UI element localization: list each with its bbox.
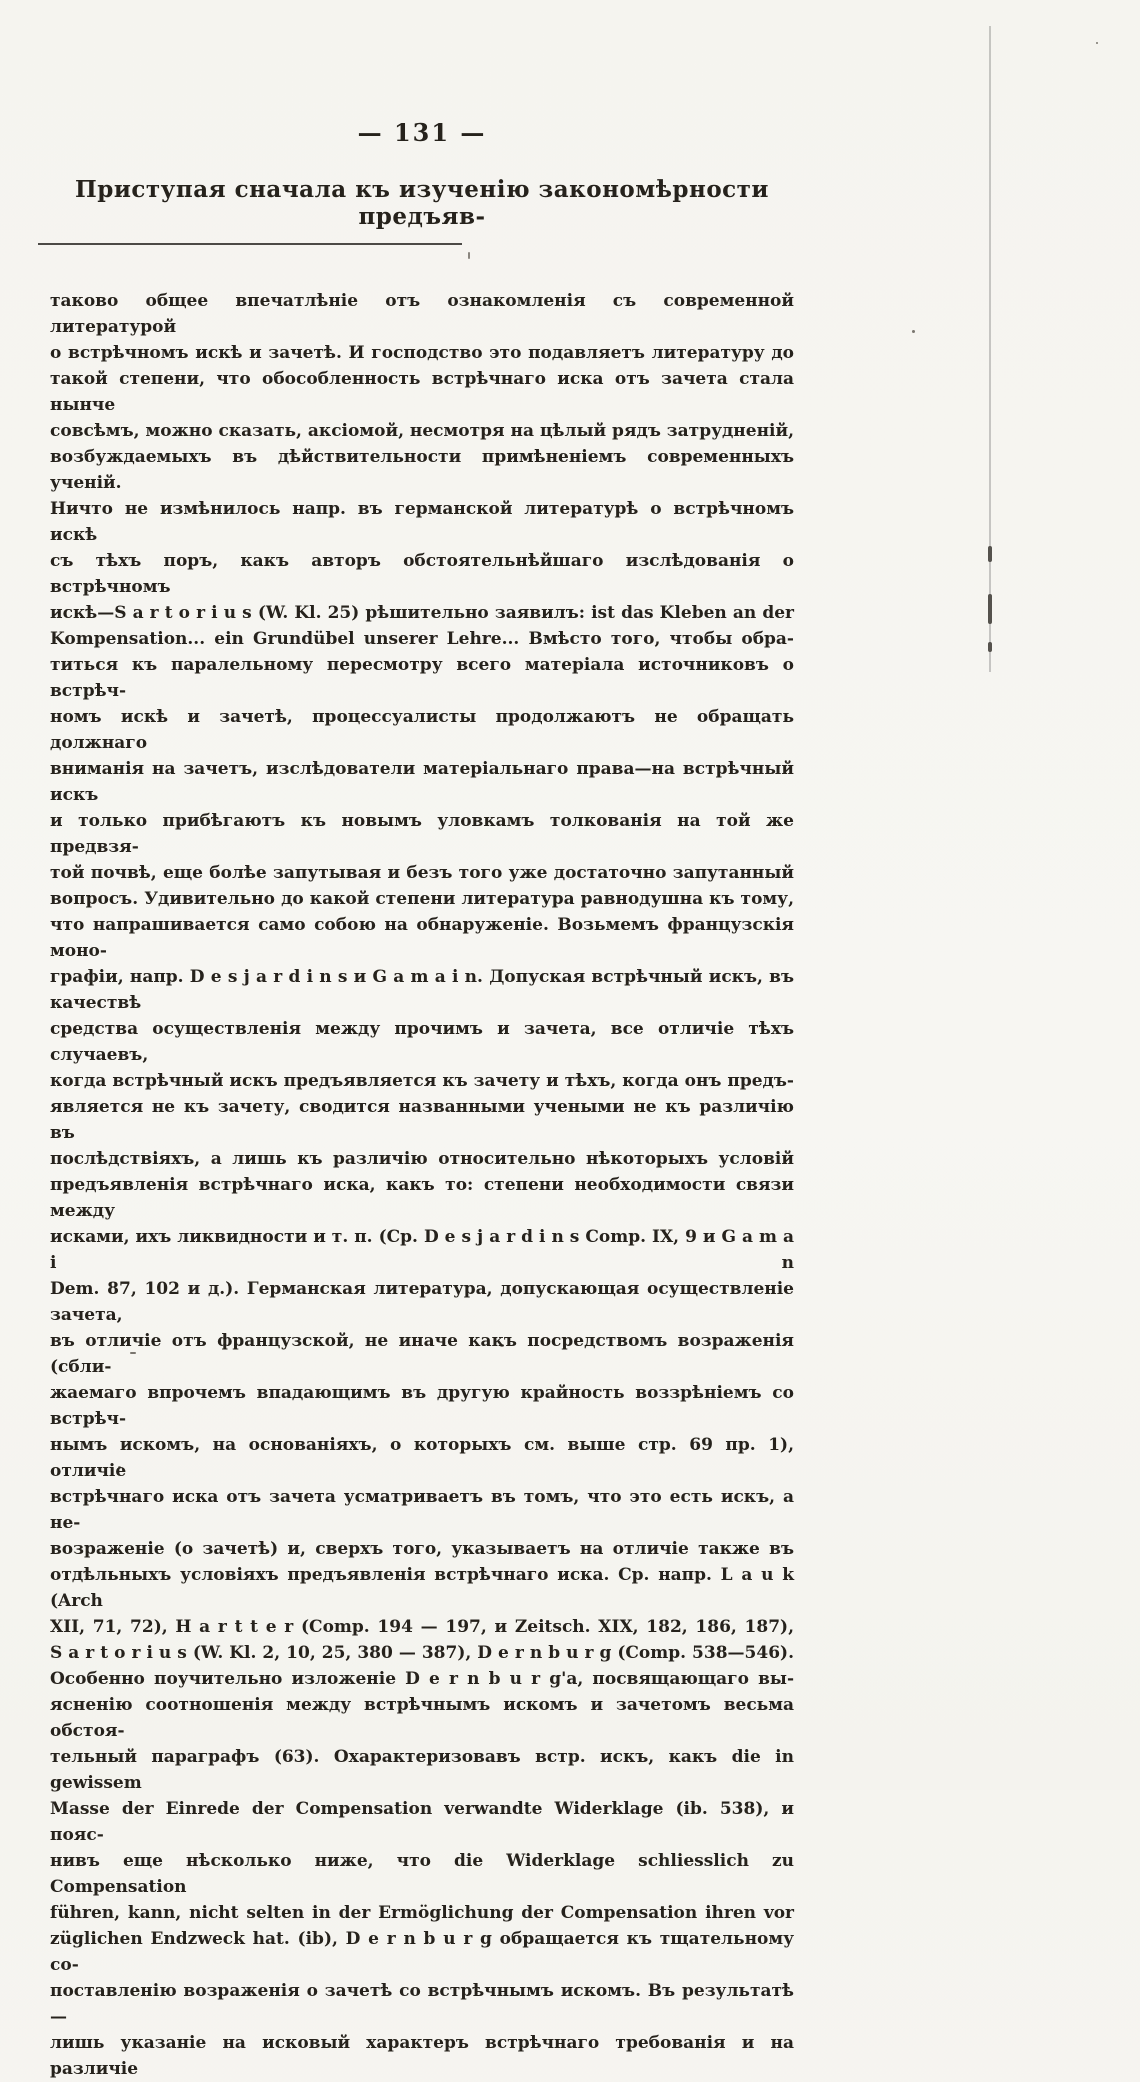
text-line: номъ искѣ и зачетѣ, процессуалисты продолжаютъ не обращать должнаго xyxy=(50,707,794,753)
text-line: Kompensation... ein Grundübel unserer Lehre... Вмѣсто того, чтобы обра- xyxy=(50,629,794,649)
text-line: послѣдствіяхъ, а лишь къ различію относительно нѣкоторыхъ условій xyxy=(50,1149,794,1169)
text-line: титься къ паралельному пересмотру всего матеріала источниковъ о встрѣч- xyxy=(50,655,794,701)
scan-artifact-dash xyxy=(988,546,992,562)
text-line: лишь указаніе на исковый характеръ встрѣчнаго требованія и на различіе xyxy=(50,2033,794,2079)
text-line: поставленію возраженія о зачетѣ со встрѣчнымъ искомъ. Въ результатѣ — xyxy=(50,1981,794,2027)
text-line: вниманія на зачетъ, изслѣдователи матеріальнаго права—на встрѣчный искъ xyxy=(50,759,794,805)
scan-artifact-dash xyxy=(988,594,992,624)
text-line: Dem. 87, 102 и д.). Германская литература, допускающая осуществленіе зачета, xyxy=(50,1279,794,1325)
scan-artifact-speck xyxy=(1096,42,1098,44)
text-line: таково общее впечатлѣніе отъ ознакомленія съ современной литературой xyxy=(50,291,794,337)
text-line: жаемаго впрочемъ впадающимъ въ другую крайность воззрѣніемъ со встрѣч- xyxy=(50,1383,794,1429)
text-line: исками, ихъ ликвидности и т. п. (Ср. D e s j a r d i n s Comp. IX, 9 и G a m a i n xyxy=(50,1227,794,1273)
text-line: возбуждаемыхъ въ дѣйствительности примѣненіемъ современныхъ ученій. xyxy=(50,447,794,493)
body-paragraph xyxy=(50,288,794,2082)
text-line: тельный параграфъ (63). Охарактеризовавъ встр. искъ, какъ die in gewissem xyxy=(50,1747,794,1793)
text-line: той почвѣ, еще болѣе запутывая и безъ того уже достаточно запутанный xyxy=(50,863,794,883)
scan-artifact-vertical-line xyxy=(989,26,991,672)
text-line: когда встрѣчный искъ предъявляется къ зачету и тѣхъ, когда онъ предъ- xyxy=(50,1071,794,1091)
text-line: совсѣмъ, можно сказать, аксіомой, несмотря на цѣлый рядъ затрудненій, xyxy=(50,421,794,441)
text-line: въ отличіе отъ французской, не иначе какъ посредствомъ возраженія (сбли- xyxy=(50,1331,794,1377)
text-line: отдѣльныхъ условіяхъ предъявленія встрѣчнаго иска. Ср. напр. L a u k (Arch xyxy=(50,1565,794,1611)
scan-artifact-speck xyxy=(468,252,470,259)
scan-artifact-dash xyxy=(988,642,992,652)
text-line: предъявленія встрѣчнаго иска, какъ то: степени необходимости связи между xyxy=(50,1175,794,1221)
text-line: встрѣчнаго иска отъ зачета усматриваетъ въ томъ, что это есть искъ, а не- xyxy=(50,1487,794,1533)
text-line: XII, 71, 72), H a r t t e r (Comp. 194 — 197, и Zeitsch. XIX, 182, 186, 187), xyxy=(50,1617,794,1637)
text-line: Ничто не измѣнилось напр. въ германской литературѣ о встрѣчномъ искѣ xyxy=(50,499,794,545)
text-line: графіи, напр. D e s j a r d i n s и G a m a i n. Допуская встрѣчный искъ, въ качествѣ xyxy=(50,967,794,1013)
text-line: и только прибѣгаютъ къ новымъ уловкамъ толкованія на той же предвзя- xyxy=(50,811,794,857)
text-line: Особенно поучительно изложеніе D e r n b u r g'а, посвящающаго вы- xyxy=(50,1669,794,1689)
text-line: является не къ зачету, сводится названными учеными не къ различію въ xyxy=(50,1097,794,1143)
text-line: средства осуществленія между прочимъ и зачета, все отличіе тѣхъ случаевъ, xyxy=(50,1019,794,1065)
heading-rule xyxy=(38,243,462,245)
text-line: S a r t o r i u s (W. Kl. 2, 10, 25, 380 — 387), D e r n b u r g (Comp. 538—546). xyxy=(50,1643,794,1663)
text-line: съ тѣхъ поръ, какъ авторъ обстоятельнѣйшаго изслѣдованія о встрѣчномъ xyxy=(50,551,794,597)
text-line: искѣ—S a r t o r i u s (W. Kl. 25) рѣшительно заявилъ: ist das Kleben an der xyxy=(50,603,794,623)
text-line: нивъ еще нѣсколько ниже, что die Widerklage schliesslich zu Compensation xyxy=(50,1851,794,1897)
text-line: что напрашивается само собою на обнаруженіе. Возьмемъ французскія моно- xyxy=(50,915,794,961)
text-line: возраженіе (о зачетѣ) и, сверхъ того, указываетъ на отличіе также въ xyxy=(50,1539,794,1559)
text-line: о встрѣчномъ искѣ и зачетѣ. И господство это подавляетъ литературу до xyxy=(50,343,794,363)
running-title: Приступая сначала къ изученію закономѣрности предъяв- xyxy=(75,176,769,230)
text-line: Masse der Einrede der Compensation verwandte Widerklage (ib. 538), и пояс- xyxy=(50,1799,794,1845)
text-line: ясненію соотношенія между встрѣчнымъ искомъ и зачетомъ весьма обстоя- xyxy=(50,1695,794,1741)
page-number: — 131 — xyxy=(357,118,487,147)
text-line: führen, kann, nicht selten in der Ermöglichung der Compensation ihren vor xyxy=(50,1903,794,1923)
text-line: такой степени, что обособленность встрѣчнаго иска отъ зачета стала нынче xyxy=(50,369,794,415)
text-line: вопросъ. Удивительно до какой степени литература равнодушна къ тому, xyxy=(50,889,794,909)
text-line: züglichen Endzweck hat. (ib), D e r n b u r g обращается къ тщательному со- xyxy=(50,1929,794,1975)
scan-artifact-speck xyxy=(912,330,915,333)
text-line: нымъ искомъ, на основаніяхъ, о которыхъ см. выше стр. 69 пр. 1), отличіе xyxy=(50,1435,794,1481)
